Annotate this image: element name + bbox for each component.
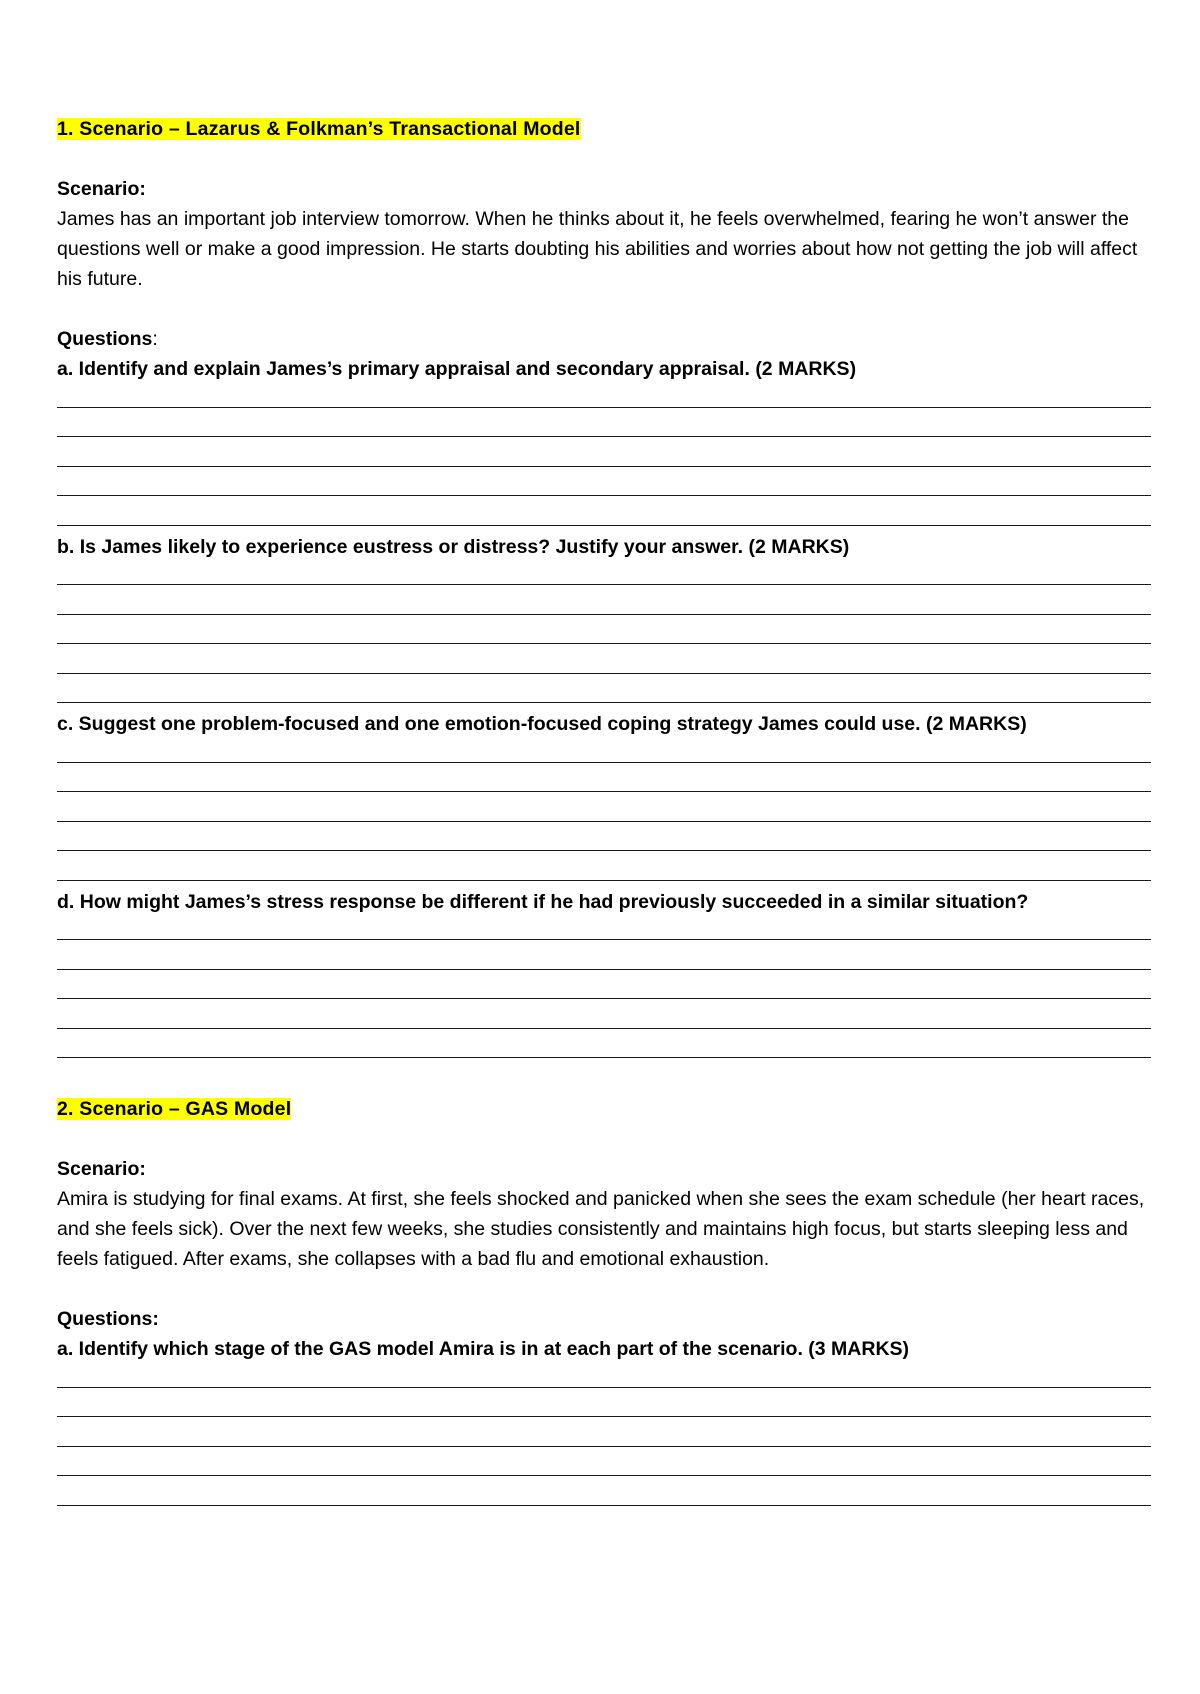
answer-line[interactable] — [57, 739, 1151, 769]
section-1-scenario-text: James has an important job interview tomorrow. When he thinks about it, he feels overwhelmed, fearing he won’t answer the questions well or make a good impression. He starts doubting his abilities and worries about how not getting the job will affect his future. — [57, 208, 1138, 290]
answer-lines-1d[interactable] — [57, 917, 1151, 1065]
section-2-scenario-text: Amira is studying for final exams. At first, she feels shocked and panicked when she sees the exam schedule (her heart races, and she feels sick). Over the next few weeks, she studies consistently and maintains high focus, but starts sleeping less and feels fatigued. After exams, she collapses with a bad flu and emotional exhaustion. — [57, 1188, 1145, 1270]
question-1c-text: c. Suggest one problem-focused and one emotion-focused coping strategy James could use. (2 MARKS) — [57, 713, 1027, 735]
worksheet-content — [57, 114, 1151, 1512]
answer-line[interactable] — [57, 502, 1151, 532]
answer-line[interactable] — [57, 1453, 1151, 1483]
answer-line[interactable] — [57, 384, 1151, 414]
question-1a — [57, 354, 1151, 532]
answer-line[interactable] — [57, 1364, 1151, 1394]
answer-line[interactable] — [57, 621, 1151, 651]
answer-line[interactable] — [57, 414, 1151, 444]
answer-lines-1c[interactable] — [57, 739, 1151, 887]
answer-lines-2a[interactable] — [57, 1364, 1151, 1512]
section-1-questions-label: Questions — [57, 328, 153, 350]
answer-lines-1a[interactable] — [57, 384, 1151, 532]
answer-line[interactable] — [57, 680, 1151, 710]
answer-line[interactable] — [57, 1482, 1151, 1512]
answer-line[interactable] — [57, 976, 1151, 1006]
answer-line[interactable] — [57, 1423, 1151, 1453]
section-1-questions-colon: : — [152, 328, 158, 350]
section-2-heading: 2. Scenario – GAS Model — [57, 1098, 292, 1120]
question-1d-text: d. How might James’s stress response be different if he had previously succeeded in a similar situation? — [57, 890, 1029, 913]
answer-line[interactable] — [57, 562, 1151, 592]
section-2 — [57, 1094, 1151, 1512]
answer-line[interactable] — [57, 946, 1151, 976]
question-1c — [57, 709, 1151, 887]
answer-line[interactable] — [57, 1035, 1151, 1065]
answer-line[interactable] — [57, 1005, 1151, 1035]
answer-lines-1b[interactable] — [57, 562, 1151, 710]
question-1d — [57, 887, 1151, 1065]
answer-line[interactable] — [57, 1394, 1151, 1424]
answer-line[interactable] — [57, 828, 1151, 858]
answer-line[interactable] — [57, 591, 1151, 621]
answer-line[interactable] — [57, 443, 1151, 473]
section-1 — [57, 114, 1151, 1064]
answer-line[interactable] — [57, 769, 1151, 799]
section-2-scenario-label: Scenario: — [57, 1158, 146, 1180]
answer-line[interactable] — [57, 473, 1151, 503]
question-1b-text: b. Is James likely to experience eustress or distress? Justify your answer. (2 MARKS) — [57, 535, 850, 558]
section-1-scenario-label: Scenario: — [57, 178, 146, 200]
section-2-questions-label: Questions: — [57, 1308, 159, 1330]
question-2a-text: a. Identify which stage of the GAS model Amira is in at each part of the scenario. (3 MARKS) — [57, 1338, 910, 1360]
answer-line[interactable] — [57, 857, 1151, 887]
answer-line[interactable] — [57, 917, 1151, 947]
question-1a-text: a. Identify and explain James’s primary appraisal and secondary appraisal. (2 MARKS) — [57, 358, 857, 380]
section-1-heading: 1. Scenario – Lazarus & Folkman’s Transactional Model — [57, 118, 581, 140]
question-2a — [57, 1334, 1151, 1512]
answer-line[interactable] — [57, 798, 1151, 828]
question-1b — [57, 532, 1151, 710]
answer-line[interactable] — [57, 650, 1151, 680]
